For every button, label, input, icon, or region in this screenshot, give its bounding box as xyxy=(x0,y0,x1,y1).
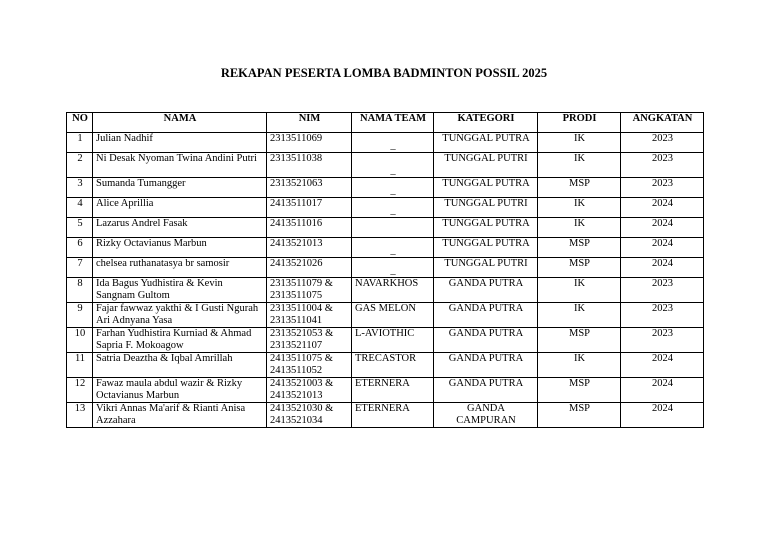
cell-kategori: GANDA PUTRA xyxy=(434,303,538,328)
cell-nim: 2313521063 xyxy=(267,178,352,198)
cell-nama-team: _ xyxy=(352,153,434,178)
cell-no: 10 xyxy=(67,328,93,353)
cell-kategori: GANDA PUTRA xyxy=(434,353,538,378)
cell-prodi: MSP xyxy=(538,328,621,353)
cell-kategori: TUNGGAL PUTRI xyxy=(434,153,538,178)
header-no: NO xyxy=(67,113,93,133)
participants-table xyxy=(66,112,704,428)
cell-nim: 2313521053 & 2313521107 xyxy=(267,328,352,353)
cell-kategori: TUNGGAL PUTRA xyxy=(434,238,538,258)
cell-kategori: GANDA PUTRA xyxy=(434,378,538,403)
cell-no: 1 xyxy=(67,133,93,153)
cell-angkatan: 2024 xyxy=(621,258,704,278)
cell-nim: 2413521003 & 2413521013 xyxy=(267,378,352,403)
cell-prodi: IK xyxy=(538,153,621,178)
cell-prodi: MSP xyxy=(538,258,621,278)
cell-prodi: IK xyxy=(538,303,621,328)
cell-nama-team: _ xyxy=(352,198,434,218)
table-row xyxy=(67,378,704,403)
table-header-row xyxy=(67,113,704,133)
table-row xyxy=(67,303,704,328)
cell-nama-team: GAS MELON xyxy=(352,303,434,328)
table-row xyxy=(67,133,704,153)
document-title: REKAPAN PESERTA LOMBA BADMINTON POSSIL 2025 xyxy=(220,66,548,80)
cell-nama: Julian Nadhif xyxy=(93,133,267,153)
cell-kategori: TUNGGAL PUTRI xyxy=(434,198,538,218)
cell-nama-team: _ xyxy=(352,178,434,198)
cell-kategori: GANDA PUTRA xyxy=(434,328,538,353)
table-row xyxy=(67,218,704,238)
table-row xyxy=(67,258,704,278)
cell-prodi: IK xyxy=(538,133,621,153)
cell-kategori: TUNGGAL PUTRI xyxy=(434,258,538,278)
cell-nim: 2413511016 xyxy=(267,218,352,238)
cell-nama-team: ETERNERA xyxy=(352,403,434,428)
cell-nama: Ida Bagus Yudhistira & Kevin Sangnam Gultom xyxy=(93,278,267,303)
cell-nama: Ni Desak Nyoman Twina Andini Putri xyxy=(93,153,267,178)
cell-nim: 2313511079 & 2313511075 xyxy=(267,278,352,303)
cell-nama: chelsea ruthanatasya br samosir xyxy=(93,258,267,278)
cell-kategori: TUNGGAL PUTRA xyxy=(434,218,538,238)
cell-nim: 2413511017 xyxy=(267,198,352,218)
cell-nama-team: _ xyxy=(352,133,434,153)
cell-no: 11 xyxy=(67,353,93,378)
cell-nama: Farhan Yudhistira Kurniad & Ahmad Sapria F. Mokoagow xyxy=(93,328,267,353)
cell-nama: Satria Deaztha & Iqbal Amrillah xyxy=(93,353,267,378)
cell-prodi: IK xyxy=(538,278,621,303)
cell-nama: Vikri Annas Ma'arif & Rianti Anisa Azzahara xyxy=(93,403,267,428)
cell-nama: Fawaz maula abdul wazir & Rizky Octavianus Marbun xyxy=(93,378,267,403)
cell-prodi: IK xyxy=(538,198,621,218)
table-row xyxy=(67,328,704,353)
cell-angkatan: 2024 xyxy=(621,353,704,378)
table-row xyxy=(67,178,704,198)
cell-kategori: TUNGGAL PUTRA xyxy=(434,178,538,198)
table-row xyxy=(67,238,704,258)
table-row xyxy=(67,198,704,218)
cell-prodi: MSP xyxy=(538,403,621,428)
cell-angkatan: 2023 xyxy=(621,303,704,328)
table-row xyxy=(67,153,704,178)
table-row xyxy=(67,353,704,378)
cell-nama-team: _ xyxy=(352,258,434,278)
cell-angkatan: 2024 xyxy=(621,198,704,218)
cell-no: 7 xyxy=(67,258,93,278)
cell-nama-team: NAVARKHOS xyxy=(352,278,434,303)
cell-angkatan: 2023 xyxy=(621,178,704,198)
cell-nama: Rizky Octavianus Marbun xyxy=(93,238,267,258)
cell-kategori: TUNGGAL PUTRA xyxy=(434,133,538,153)
cell-no: 8 xyxy=(67,278,93,303)
cell-kategori: GANDA PUTRA xyxy=(434,278,538,303)
cell-nama: Alice Aprillia xyxy=(93,198,267,218)
cell-nim: 2413521030 & 2413521034 xyxy=(267,403,352,428)
cell-prodi: MSP xyxy=(538,178,621,198)
cell-nama: Lazarus Andrel Fasak xyxy=(93,218,267,238)
cell-no: 2 xyxy=(67,153,93,178)
cell-no: 13 xyxy=(67,403,93,428)
cell-angkatan: 2023 xyxy=(621,153,704,178)
cell-prodi: MSP xyxy=(538,238,621,258)
cell-no: 9 xyxy=(67,303,93,328)
cell-prodi: IK xyxy=(538,353,621,378)
cell-nim: 2313511069 xyxy=(267,133,352,153)
cell-nim: 2413521013 xyxy=(267,238,352,258)
cell-nama-team: ETERNERA xyxy=(352,378,434,403)
cell-angkatan: 2024 xyxy=(621,403,704,428)
cell-angkatan: 2024 xyxy=(621,238,704,258)
cell-nim: 2313511004 & 2313511041 xyxy=(267,303,352,328)
cell-nama-team: TRECASTOR xyxy=(352,353,434,378)
cell-nama: Fajar fawwaz yakthi & I Gusti Ngurah Ari Adnyana Yasa xyxy=(93,303,267,328)
table-row xyxy=(67,403,704,428)
cell-no: 4 xyxy=(67,198,93,218)
cell-angkatan: 2023 xyxy=(621,278,704,303)
cell-nim: 2413521026 xyxy=(267,258,352,278)
cell-prodi: IK xyxy=(538,218,621,238)
header-nim: NIM xyxy=(267,113,352,133)
header-kategori: KATEGORI xyxy=(434,113,538,133)
cell-no: 6 xyxy=(67,238,93,258)
cell-nama: Sumanda Tumangger xyxy=(93,178,267,198)
cell-nim: 2313511038 xyxy=(267,153,352,178)
cell-no: 12 xyxy=(67,378,93,403)
cell-angkatan: 2024 xyxy=(621,218,704,238)
header-angkatan: ANGKATAN xyxy=(621,113,704,133)
cell-no: 3 xyxy=(67,178,93,198)
header-nama: NAMA xyxy=(93,113,267,133)
cell-nim: 2413511075 & 2413511052 xyxy=(267,353,352,378)
header-prodi: PRODI xyxy=(538,113,621,133)
cell-no: 5 xyxy=(67,218,93,238)
cell-nama-team: L-AVIOTHIC xyxy=(352,328,434,353)
table-row xyxy=(67,278,704,303)
cell-angkatan: 2023 xyxy=(621,133,704,153)
header-nama-team: NAMA TEAM xyxy=(352,113,434,133)
cell-angkatan: 2023 xyxy=(621,328,704,353)
cell-prodi: MSP xyxy=(538,378,621,403)
cell-kategori: GANDA CAMPURAN xyxy=(434,403,538,428)
cell-angkatan: 2024 xyxy=(621,378,704,403)
cell-nama-team: _ xyxy=(352,238,434,258)
cell-nama-team xyxy=(352,218,434,238)
